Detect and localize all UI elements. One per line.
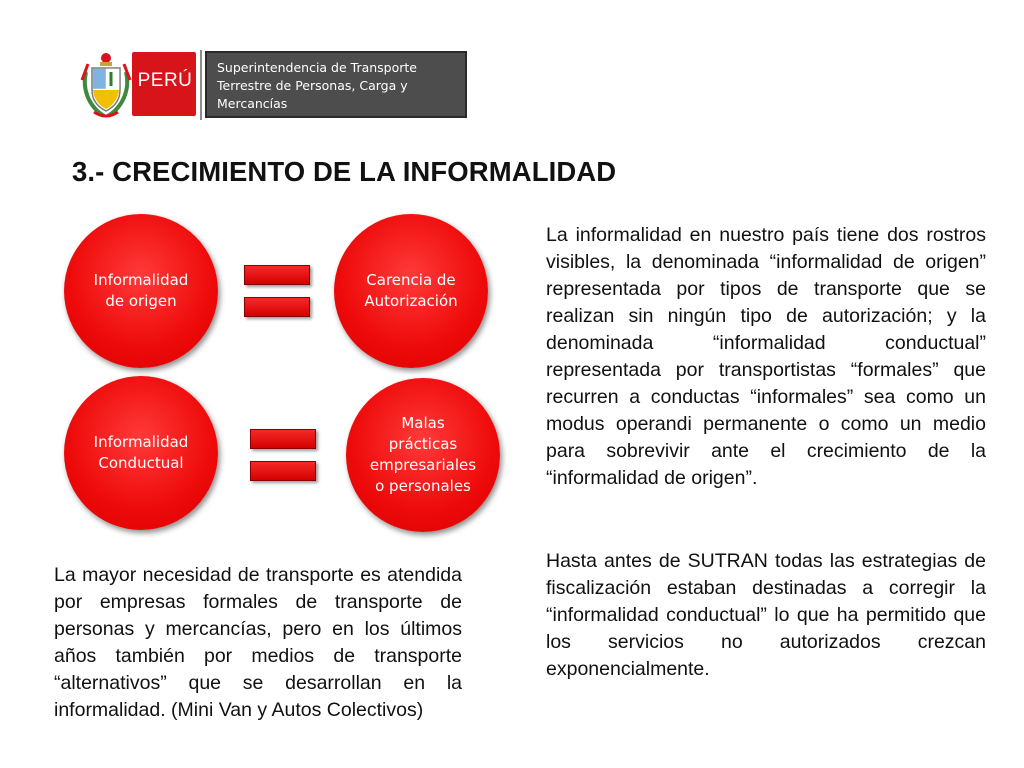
equals-sign-top-bar-2 [244, 297, 310, 317]
agency-line-2: Terrestre de Personas, Carga y [217, 78, 408, 93]
agency-line-3: Mercancías [217, 96, 288, 111]
circle-informalidad-origen [64, 214, 218, 368]
equals-sign-bottom-bar-2 [250, 461, 316, 481]
circle-malas-practicas [346, 378, 500, 532]
paragraph-informalidad-rostros: La informalidad en nuestro país tiene dos rostros visibles, la denominada “informalidad de origen” representada por tipos de transporte que se realizan sin ningún tipo de autorización; y la denominada “informalidad conductual” representada por transportistas “formales” que recurren a conductas “informales” sea como un modus operandi permanente o como un medio para sobrevivir ante el crecimiento de la “informalidad de origen”. [546, 224, 986, 489]
paragraph-antes-sutran: Hasta antes de SUTRAN todas las estrategias de fiscalización estaban destinadas a corregir la “informalidad conductual” lo que ha permitido que los servicios no autorizados crezcan exponencialmente. [546, 550, 986, 680]
circle-label: Informalidad Conductual [93, 433, 189, 472]
peru-label: PERÚ [137, 70, 193, 91]
coat-of-arms-icon [80, 50, 132, 120]
circle-label: Malas prácticas empresariales o personales [369, 414, 477, 495]
equals-sign-top-bar-1 [244, 265, 310, 285]
circle-carencia-autorizacion [334, 214, 488, 368]
slide-title: 3.- CRECIMIENTO DE LA INFORMALIDAD [72, 156, 617, 187]
circle-label: Informalidad de origen [93, 271, 189, 310]
paragraph-necesidad-transporte: La mayor necesidad de transporte es atendida por empresas formales de transporte de personas y mercancías, pero en los últimos años también por medios de transporte “alternativos” que se desarrollan en la informalidad. (Mini Van y Autos Colectivos) [54, 564, 462, 721]
agency-line-1: Superintendencia de Transporte [217, 60, 417, 75]
circle-informalidad-conductual [64, 376, 218, 530]
circle-label: Carencia de Autorización [364, 271, 458, 310]
header-divider [200, 50, 202, 120]
equals-sign-bottom-bar-1 [250, 429, 316, 449]
agency-name-box [205, 51, 467, 118]
